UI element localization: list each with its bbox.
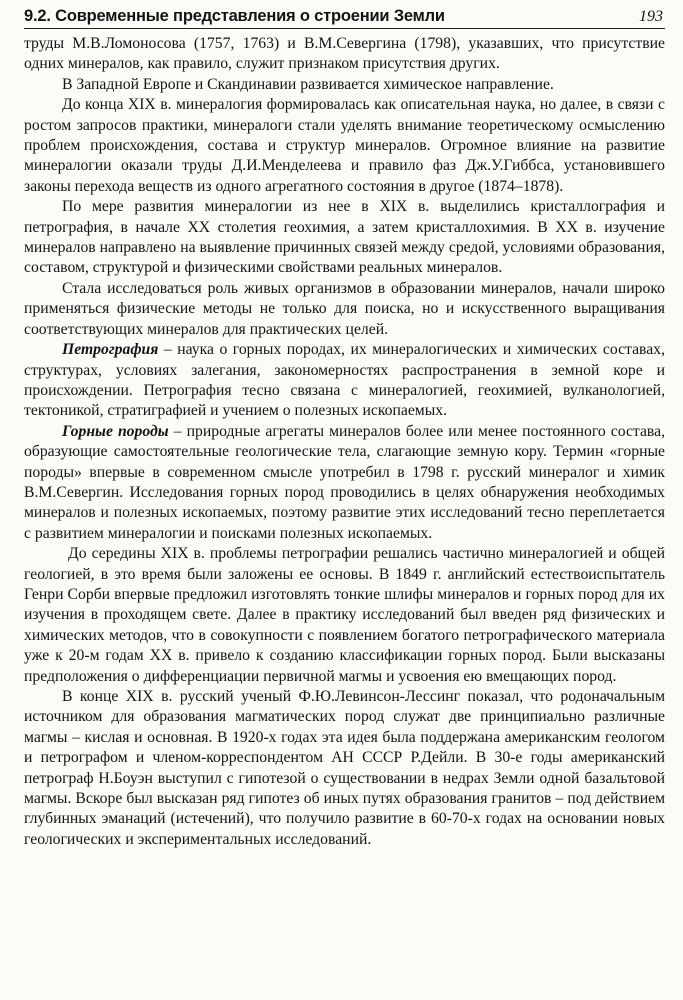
running-header [24, 7, 665, 29]
paragraph: В конце XIX в. русский ученый Ф.Ю.Левинсон-Лессинг показал, что родоначальным источником для образования магматических пород служат две принципиально различные магмы – кислая и основная. В 1920-х годах эта идея была поддержана американским геологом и петрографом и членом-корреспондентом АН СССР Р.Дейли. В 30-е годы американский петрограф Н.Боуэн выступил с гипотезой о существовании в недрах Земли одной базальтовой магмы. Вскоре был высказан ряд гипотез об иных путях образования гранитов – под действием глубинных эманаций (истечений), что получило развитие в 60-70-х годах на основании новых геологических и экспериментальных исследований. [24, 688, 665, 848]
paragraph: Стала исследоваться роль живых организмов в образовании минералов, начали широко применяться физические методы не только для поиска, но и искусственного выращивания соответствующих минералов для практических целей. [24, 279, 665, 338]
term-petrography: Петрография [62, 341, 159, 359]
term-rocks: Горные породы [62, 422, 169, 440]
body-text [24, 34, 665, 850]
definition-text: – наука о горных породах, их минералогических и химических составах, структурах, условиях залегания, закономерностях распространения в земной коре и происхождении. Петрография тесно связана с минералогией, геохимией, вулканологией, тектоникой, стратиграфией и учением о полезных ископаемых. [24, 341, 665, 420]
paragraph: До конца XIX в. минералогия формировалась как описательная наука, но далее, в связи с ростом запросов практики, минералоги стали уделять внимание теоретическому осмыслению проблем происхождения, состава и структур минералов. Огромное влияние на развитие минералогии оказали труды Д.И.Менделеева и правило фаз Дж.У.Гиббса, установившего законы перехода веществ из одного агрегатного состояния в другое (1874–1878). [24, 96, 665, 195]
paragraph-continuation: труды М.В.Ломоносова (1757, 1763) и В.М.Севергина (1798), указавших, что присутствие одних минералов, как правило, служит признаком присутствия других. [24, 35, 665, 73]
definition-petrography [24, 340, 665, 422]
page-number: 193 [639, 8, 663, 25]
definition-text: – природные агрегаты минералов более или менее постоянного состава, образующие самостоятельные геологические тела, слагающие земную кору. Термин «горные породы» впервые в современном смысле употребил в 1798 г. русский минералог и химик В.М.Севергин. Исследования горных пород проводились в целях обнаружения необходимых минералов и полезных ископаемых, поэтому развитие этих исследований тесно переплетается с развитием минералогии и поисками полезных ископаемых. [24, 422, 666, 542]
paragraph: По мере развития минералогии из нее в XIX в. выделились кристаллография и петрография, в начале XX столетия геохимия, а затем кристаллохимия. В XX в. изучение минералов направлено на выявление причинных связей между средой, условиями образования, составом, структурой и физическими свойствами реальных минералов. [24, 198, 665, 277]
paragraph: В Западной Европе и Скандинавии развивается химическое направление. [62, 75, 554, 93]
section-title: 9.2. Современные представления о строении Земли [24, 7, 445, 25]
paragraph: До середины XIX в. проблемы петрографии решались частично минералогией и общей геологией, в это время были заложены ее основы. В 1849 г. английский естествоиспытатель Генри Сорби впервые предложил изготовлять тонкие шлифы минералов и горных пород для их изучения в проходящем свете. Далее в практику исследований был введен ряд физических и химических методов, что в совокупности с появлением богатого петрографического материала уже к 20-м годам XX в. привело к созданию классификации горных пород. Были высказаны предположения о дифференциации первичной магмы и усвоения ею вмещающих пород. [24, 545, 665, 685]
definition-rocks [24, 422, 665, 544]
